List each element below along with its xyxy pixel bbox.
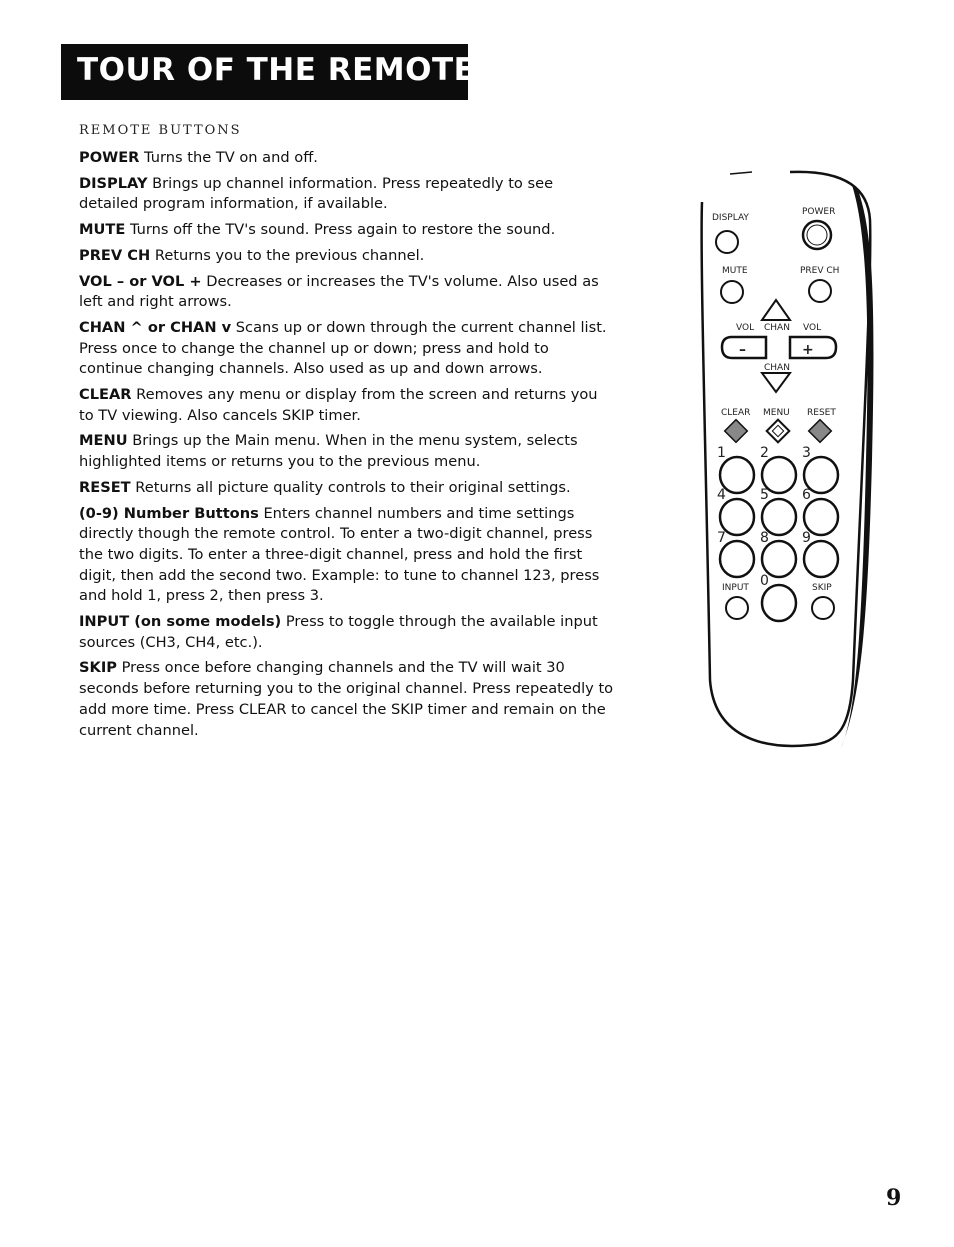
prev-ch-button bbox=[809, 280, 831, 302]
remote-label-chan-top: CHAN bbox=[764, 323, 790, 333]
remote-drawing bbox=[690, 160, 880, 760]
menu-button bbox=[767, 420, 790, 443]
minus-sign: – bbox=[739, 342, 746, 358]
entry-input bbox=[79, 612, 614, 653]
remote-label-menu: MENU bbox=[763, 408, 790, 418]
digit-label-5: 5 bbox=[760, 487, 769, 503]
description: Returns you to the previous channel. bbox=[154, 246, 425, 264]
remote-label-mute: MUTE bbox=[722, 266, 748, 276]
entry-clear bbox=[79, 385, 614, 426]
description: Brings up channel information. Press repeatedly to see detailed program information, if available. bbox=[79, 174, 554, 213]
digit-label-3: 3 bbox=[802, 445, 811, 461]
remote-label-chan-bottom: CHAN bbox=[764, 363, 790, 373]
button-descriptions bbox=[79, 148, 614, 746]
remote-label-prev-ch: PREV CH bbox=[800, 266, 840, 276]
page-title: TOUR OF THE REMOTE bbox=[77, 52, 476, 88]
digit-label-7: 7 bbox=[717, 530, 726, 546]
remote-illustration bbox=[690, 160, 880, 760]
term: RESET bbox=[79, 478, 131, 496]
description: Turns the TV on and off. bbox=[144, 149, 318, 166]
term: PREV CH bbox=[79, 246, 151, 264]
remote-label-reset: RESET bbox=[807, 408, 836, 418]
digit-label-4: 4 bbox=[717, 487, 726, 503]
digit-label-0: 0 bbox=[760, 573, 769, 589]
digit-label-8: 8 bbox=[760, 530, 769, 546]
title-banner bbox=[61, 44, 476, 100]
description: Returns all picture quality controls to their original settings. bbox=[135, 478, 571, 496]
term: POWER bbox=[79, 149, 140, 166]
remote-label-power: POWER bbox=[802, 207, 836, 217]
page-number: 9 bbox=[886, 1185, 902, 1211]
description: Press to toggle through the available input sources (CH3, CH4, etc.). bbox=[79, 613, 598, 651]
digit-label-2: 2 bbox=[760, 445, 769, 461]
remote-label-vol-right: VOL bbox=[803, 323, 822, 333]
entry-menu bbox=[79, 431, 614, 472]
remote-label-input: INPUT bbox=[722, 583, 749, 593]
entry-power bbox=[79, 148, 614, 169]
digit-button-9 bbox=[804, 541, 838, 577]
digit-button-7 bbox=[720, 541, 754, 577]
term: MENU bbox=[79, 432, 128, 450]
digit-label-1: 1 bbox=[717, 445, 726, 461]
description: Turns off the TV's sound. Press again to restore the sound. bbox=[129, 221, 556, 239]
plus-sign: + bbox=[802, 342, 814, 358]
section-heading: REMOTE BUTTONS bbox=[79, 123, 242, 138]
clear-button bbox=[725, 420, 748, 443]
remote-label-skip: SKIP bbox=[812, 583, 832, 593]
mute-button bbox=[721, 281, 743, 303]
remote-label-vol-left: VOL bbox=[736, 323, 755, 333]
entry-skip bbox=[79, 658, 614, 741]
description: Decreases or increases the TV's volume. Also used as left and right arrows. bbox=[79, 272, 599, 311]
description: Enters channel numbers and time settings directly though the remote control. To enter a two-digit channel, press the two digits. To enter a three-digit channel, press and hold the first digit, then add the second two. Example: to tune to channel 123, press and hold 1, press 2, then press 3. bbox=[79, 504, 600, 605]
remote-label-clear: CLEAR bbox=[721, 408, 751, 418]
description: Removes any menu or display from the screen and returns you to TV viewing. Also cancels SKIP timer. bbox=[79, 386, 598, 424]
term: DISPLAY bbox=[79, 174, 148, 192]
skip-button bbox=[812, 597, 834, 619]
chan-down-button bbox=[762, 373, 790, 392]
term: MUTE bbox=[79, 221, 126, 239]
entry-vol bbox=[79, 272, 614, 313]
term: VOL – or VOL + bbox=[79, 272, 202, 290]
entry-prev-ch bbox=[79, 246, 614, 267]
chan-up-button bbox=[762, 300, 790, 320]
remote-label-display: DISPLAY bbox=[712, 213, 749, 223]
entry-number-buttons bbox=[79, 504, 614, 608]
term: (0-9) Number Buttons bbox=[79, 504, 259, 522]
entry-display bbox=[79, 174, 614, 215]
remote-shadow bbox=[840, 185, 873, 750]
entry-mute bbox=[79, 220, 614, 241]
description: Brings up the Main menu. When in the menu system, selects highlighted items or returns you to the previous menu. bbox=[79, 432, 578, 471]
digit-button-8 bbox=[762, 541, 796, 577]
digit-label-6: 6 bbox=[802, 487, 811, 503]
description: Press once before changing channels and the TV will wait 30 seconds before returning you to the original channel. Press repeatedly to add more time. Press CLEAR to cancel the SKIP timer and remain on the current channel. bbox=[79, 659, 614, 739]
term: INPUT (on some models) bbox=[79, 613, 282, 631]
reset-button bbox=[809, 420, 832, 443]
digit-button-0 bbox=[762, 585, 796, 621]
term: CHAN ^ or CHAN v bbox=[79, 318, 232, 336]
term: SKIP bbox=[79, 659, 117, 677]
entry-reset bbox=[79, 478, 614, 499]
display-button bbox=[716, 231, 738, 253]
entry-chan bbox=[79, 318, 614, 380]
input-button bbox=[726, 597, 748, 619]
term: CLEAR bbox=[79, 386, 132, 404]
digit-label-9: 9 bbox=[802, 530, 811, 546]
description: Scans up or down through the current channel list. Press once to change the channel up or down; press and hold to continue changing channels. Also used as up and down arrows. bbox=[79, 318, 607, 378]
